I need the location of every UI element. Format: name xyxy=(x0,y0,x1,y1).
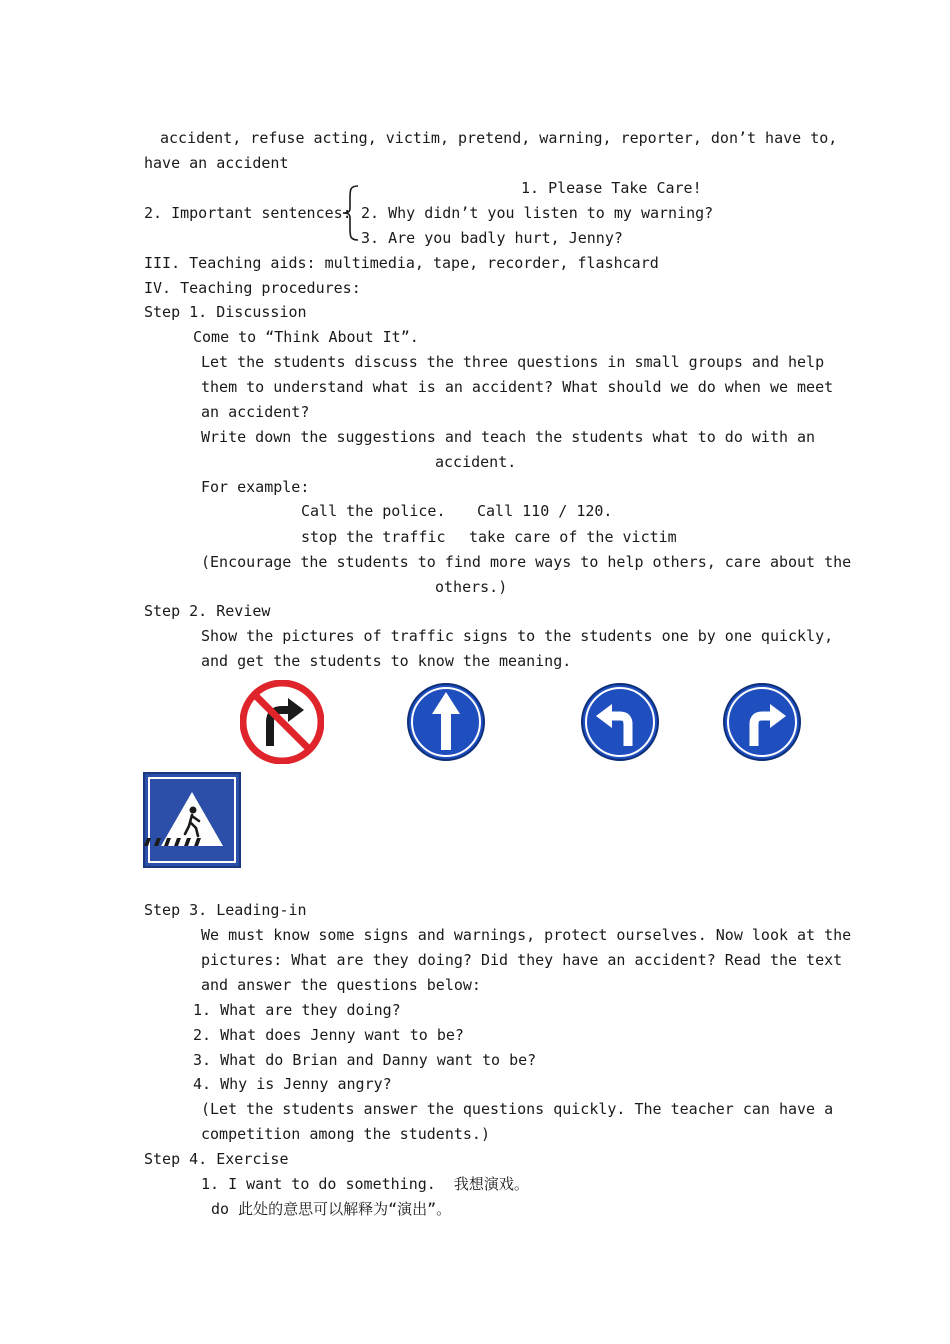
vocab-line-2: have an accident xyxy=(144,154,289,172)
step1-title: Step 1. Discussion xyxy=(144,303,307,321)
sentence-1: 1. Please Take Care! xyxy=(521,179,702,197)
step1-ex-stop-traffic: stop the traffic xyxy=(301,528,446,546)
step4-line-1: 1. I want to do something. 我想演戏。 xyxy=(201,1175,529,1193)
step3-para-2: pictures: What are they doing? Did they have an accident? Read the text xyxy=(201,951,843,969)
sentence-2: 2. Why didn’t you listen to my warning? xyxy=(361,204,714,222)
step1-ex-call-110: Call 110 / 120. xyxy=(477,502,613,520)
sentence-3: 3. Are you badly hurt, Jenny? xyxy=(361,229,623,247)
step1-example: For example: xyxy=(201,478,310,496)
step2-line-2: and get the students to know the meaning. xyxy=(201,652,572,670)
step3-question-4: 4. Why is Jenny angry? xyxy=(193,1075,392,1093)
step2-line-1: Show the pictures of traffic signs to the students one by one quickly, xyxy=(201,627,834,645)
step1-discuss-1: Let the students discuss the three questions in small groups and help xyxy=(201,353,825,371)
step3-question-1: 1. What are they doing? xyxy=(193,1001,401,1019)
teaching-aids: III. Teaching aids: multimedia, tape, recorder, flashcard xyxy=(144,254,659,272)
step3-para-1: We must know some signs and warnings, protect ourselves. Now look at the xyxy=(201,926,852,944)
step1-discuss-3: an accident? xyxy=(201,403,310,421)
step1-write-1: Write down the suggestions and teach the students what to do with an xyxy=(201,428,816,446)
step4-line-2: do 此处的意思可以解释为“演出”。 xyxy=(211,1200,452,1218)
turn-right-sign xyxy=(722,682,802,762)
pedestrian-crossing-sign xyxy=(143,772,241,868)
step1-discuss-2: them to understand what is an accident? What should we do when we meet xyxy=(201,378,834,396)
teaching-procedures: IV. Teaching procedures: xyxy=(144,279,361,297)
step1-come: Come to “Think About It”. xyxy=(193,328,419,346)
curly-brace xyxy=(340,184,362,242)
step1-encourage-2: others.) xyxy=(435,578,508,596)
step3-question-2: 2. What does Jenny want to be? xyxy=(193,1026,464,1044)
vocab-line-1: accident, refuse acting, victim, pretend, warning, reporter, don’t have to, xyxy=(160,129,838,147)
turn-left-sign xyxy=(580,682,660,762)
step1-ex-take-care: take care of the victim xyxy=(469,528,677,546)
step1-ex-call-police: Call the police. xyxy=(301,502,446,520)
step3-title: Step 3. Leading-in xyxy=(144,901,307,919)
step3-note-1: (Let the students answer the questions quickly. The teacher can have a xyxy=(201,1100,834,1118)
step3-question-3: 3. What do Brian and Danny want to be? xyxy=(193,1051,537,1069)
no-right-turn-sign xyxy=(240,680,324,764)
straight-ahead-sign xyxy=(406,682,486,762)
step3-para-3: and answer the questions below: xyxy=(201,976,481,994)
step1-encourage-1: (Encourage the students to find more ways to help others, care about the xyxy=(201,553,852,571)
sentences-label: 2. Important sentences: xyxy=(144,204,352,222)
step2-title: Step 2. Review xyxy=(144,602,271,620)
step1-write-2: accident. xyxy=(435,453,517,471)
step4-title: Step 4. Exercise xyxy=(144,1150,289,1168)
step3-note-2: competition among the students.) xyxy=(201,1125,490,1143)
